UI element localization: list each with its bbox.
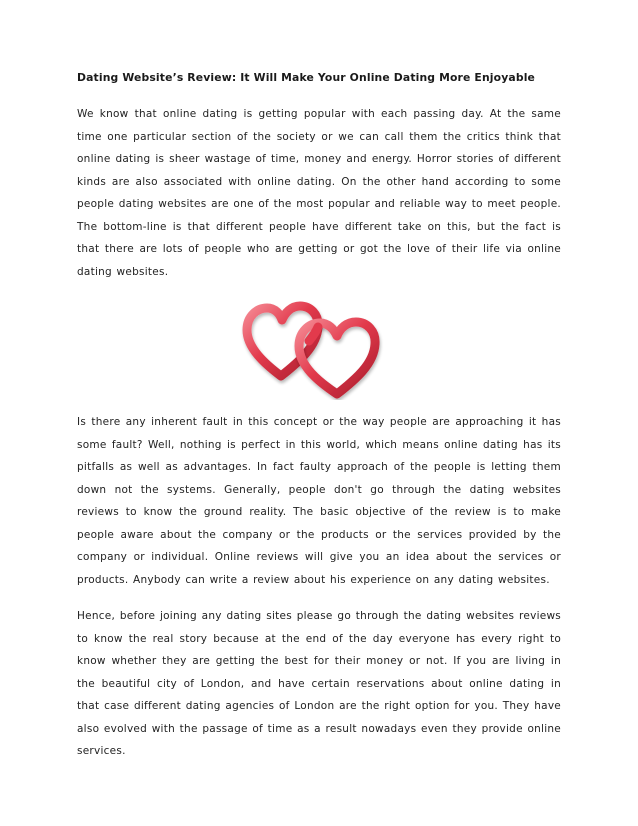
document-page <box>77 0 561 826</box>
document-title: Dating Website’s Review: It Will Make Your Online Dating More Enjoyable <box>77 71 536 84</box>
paragraph-reviews: Is there any inherent fault in this concept or the way people are approaching it has some fault? Well, nothing is perfect in this world, which means online dating has its pitfalls as well as advantages. In fact faulty approach of the people is letting them down not the systems. Generally, people don't go through the dating websites reviews to know the ground reality. The basic objective of the review is to make people aware about the company or the products or the services provided by the company or individual. Online reviews will give you an idea about the services or products. Anybody can write a review about his experience on any dating websites. <box>77 416 561 586</box>
paragraph-intro: We know that online dating is getting popular with each passing day. At the same time one particular section of the society or we can call them the critics think that online dating is sheer wastage of time, money and energy. Horror stories of different kinds are also associated with online dating. On the other hand according to some people dating websites are one of the most popular and reliable way to meet people. The bottom-line is that different people have different take on this, but the fact is that there are lots of people who are getting or got the love of their life via online dating websites. <box>77 108 561 278</box>
paragraph-london: Hence, before joining any dating sites please go through the dating websites reviews to know the real story because at the end of the day everyone has every right to know whether they are getting the best for their money or not. If you are living in the beautiful city of London, and have certain reservations about online dating in that case different dating agencies of London are the right option for you. They have also evolved with the passage of time as a result nowadays even they provide online services. <box>77 610 561 757</box>
two-hearts-icon <box>239 296 389 400</box>
